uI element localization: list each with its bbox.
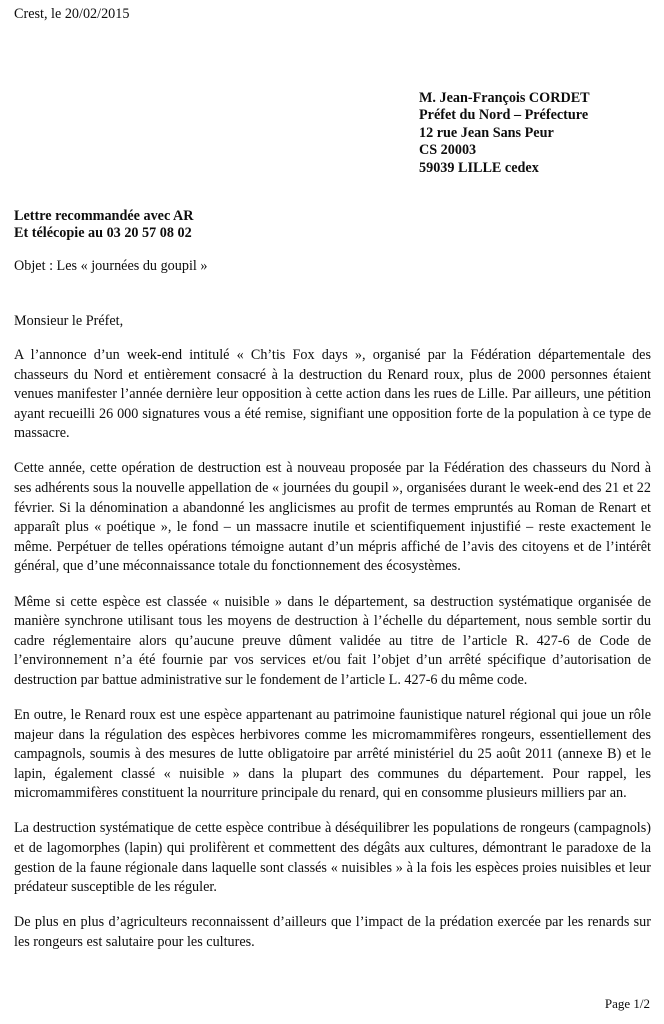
date-line: Crest, le 20/02/2015 <box>14 6 130 22</box>
send-mode-line: Et télécopie au 03 20 57 08 02 <box>14 225 192 242</box>
recipient-line: CS 20003 <box>419 142 477 159</box>
recipient-line: 12 rue Jean Sans Peur <box>419 124 554 141</box>
recipient-address-block <box>419 90 590 177</box>
letter-body <box>14 346 651 953</box>
body-paragraph: De plus en plus d’agriculteurs reconnaissent d’ailleurs que l’impact de la prédation exercée par les renards sur les rongeurs est salutaire pour les cultures. <box>14 914 651 950</box>
send-mode-line: Lettre recommandée avec AR <box>14 208 194 224</box>
recipient-line: Préfet du Nord – Préfecture <box>419 107 589 124</box>
send-mode-block <box>14 208 194 243</box>
body-paragraph: A l’annonce d’un week-end intitulé « Ch’tis Fox days », organisé par la Fédération départementale des chasseurs du Nord et entièrement consacré à la destruction du Renard roux, plus de 2000 personnes étaient venues manifester l’année dernière leur opposition à cette action dans les rues de Lille. Par ailleurs, une pétition ayant recueilli 26 000 signatures vous a été remise, signifiant une opposition forte de la population à ce type de massacre. <box>14 347 651 442</box>
salutation: Monsieur le Préfet, <box>14 313 124 329</box>
recipient-line: 59039 LILLE cedex <box>419 159 539 176</box>
subject-line: Objet : Les « journées du goupil » <box>14 258 208 274</box>
recipient-line: M. Jean-François CORDET <box>419 90 590 106</box>
body-paragraph: En outre, le Renard roux est une espèce appartenant au patrimoine faunistique naturel régional qui joue un rôle majeur dans la régulation des espèces herbivores comme les micromammifères rongeurs, essentiellement des campagnols, soumis à des mesures de lutte obligatoire par arrêté ministériel du 25 août 2011 (annexe B) et le lapin, également classé « nuisible » dans la plupart des communes du département. Pour rappel, les micromammifères constituent la nourriture principale du renard, qui en consomme plusieurs milliers par an. <box>14 707 651 802</box>
body-paragraph: Même si cette espèce est classée « nuisible » dans le département, sa destruction systématique organisée de manière synchrone utilisant tous les moyens de destruction à l’échelle du département, nous semble sortir du cadre réglementaire alors qu’aucune preuve dûment validée au titre de l’article R. 427-6 de Code de l’environnement n’a été fournie par vos services et/ou fait l’objet d’un arrêté spécifique d’autorisation de destruction par battue administrative sur le fondement de l’article L. 427-6 du même code. <box>14 593 651 688</box>
body-paragraph: La destruction systématique de cette espèce contribue à déséquilibrer les populations de rongeurs (campagnols) et de lagomorphes (lapin) qui prolifèrent et commettent des dégâts aux cultures, démontrant le paradoxe de la gestion de la faune régionale dans laquelle sont classés « nuisibles » à la fois les espèces proies nuisibles et leur prédateur susceptible de les réguler. <box>14 820 651 896</box>
body-paragraph: Cette année, cette opération de destruction est à nouveau proposée par la Fédération des chasseurs du Nord à ses adhérents sous la nouvelle appellation de « journées du goupil », organisées durant le week-end des 21 et 22 février. Si la dénomination a abandonné les anglicismes au profit de termes empruntés au Roman de Renart et apparaît plus « poétique », le fond – un massacre inutile et scientifiquement injustifié – reste exactement le même. Perpétuer de telles opérations témoigne autant d’un mépris affiché de l’avis des citoyens et de l’intérêt général, que d’une méconnaissance totale du fonctionnement des écosystèmes. <box>14 460 651 575</box>
page-footer: Page 1/2 <box>604 996 650 1011</box>
